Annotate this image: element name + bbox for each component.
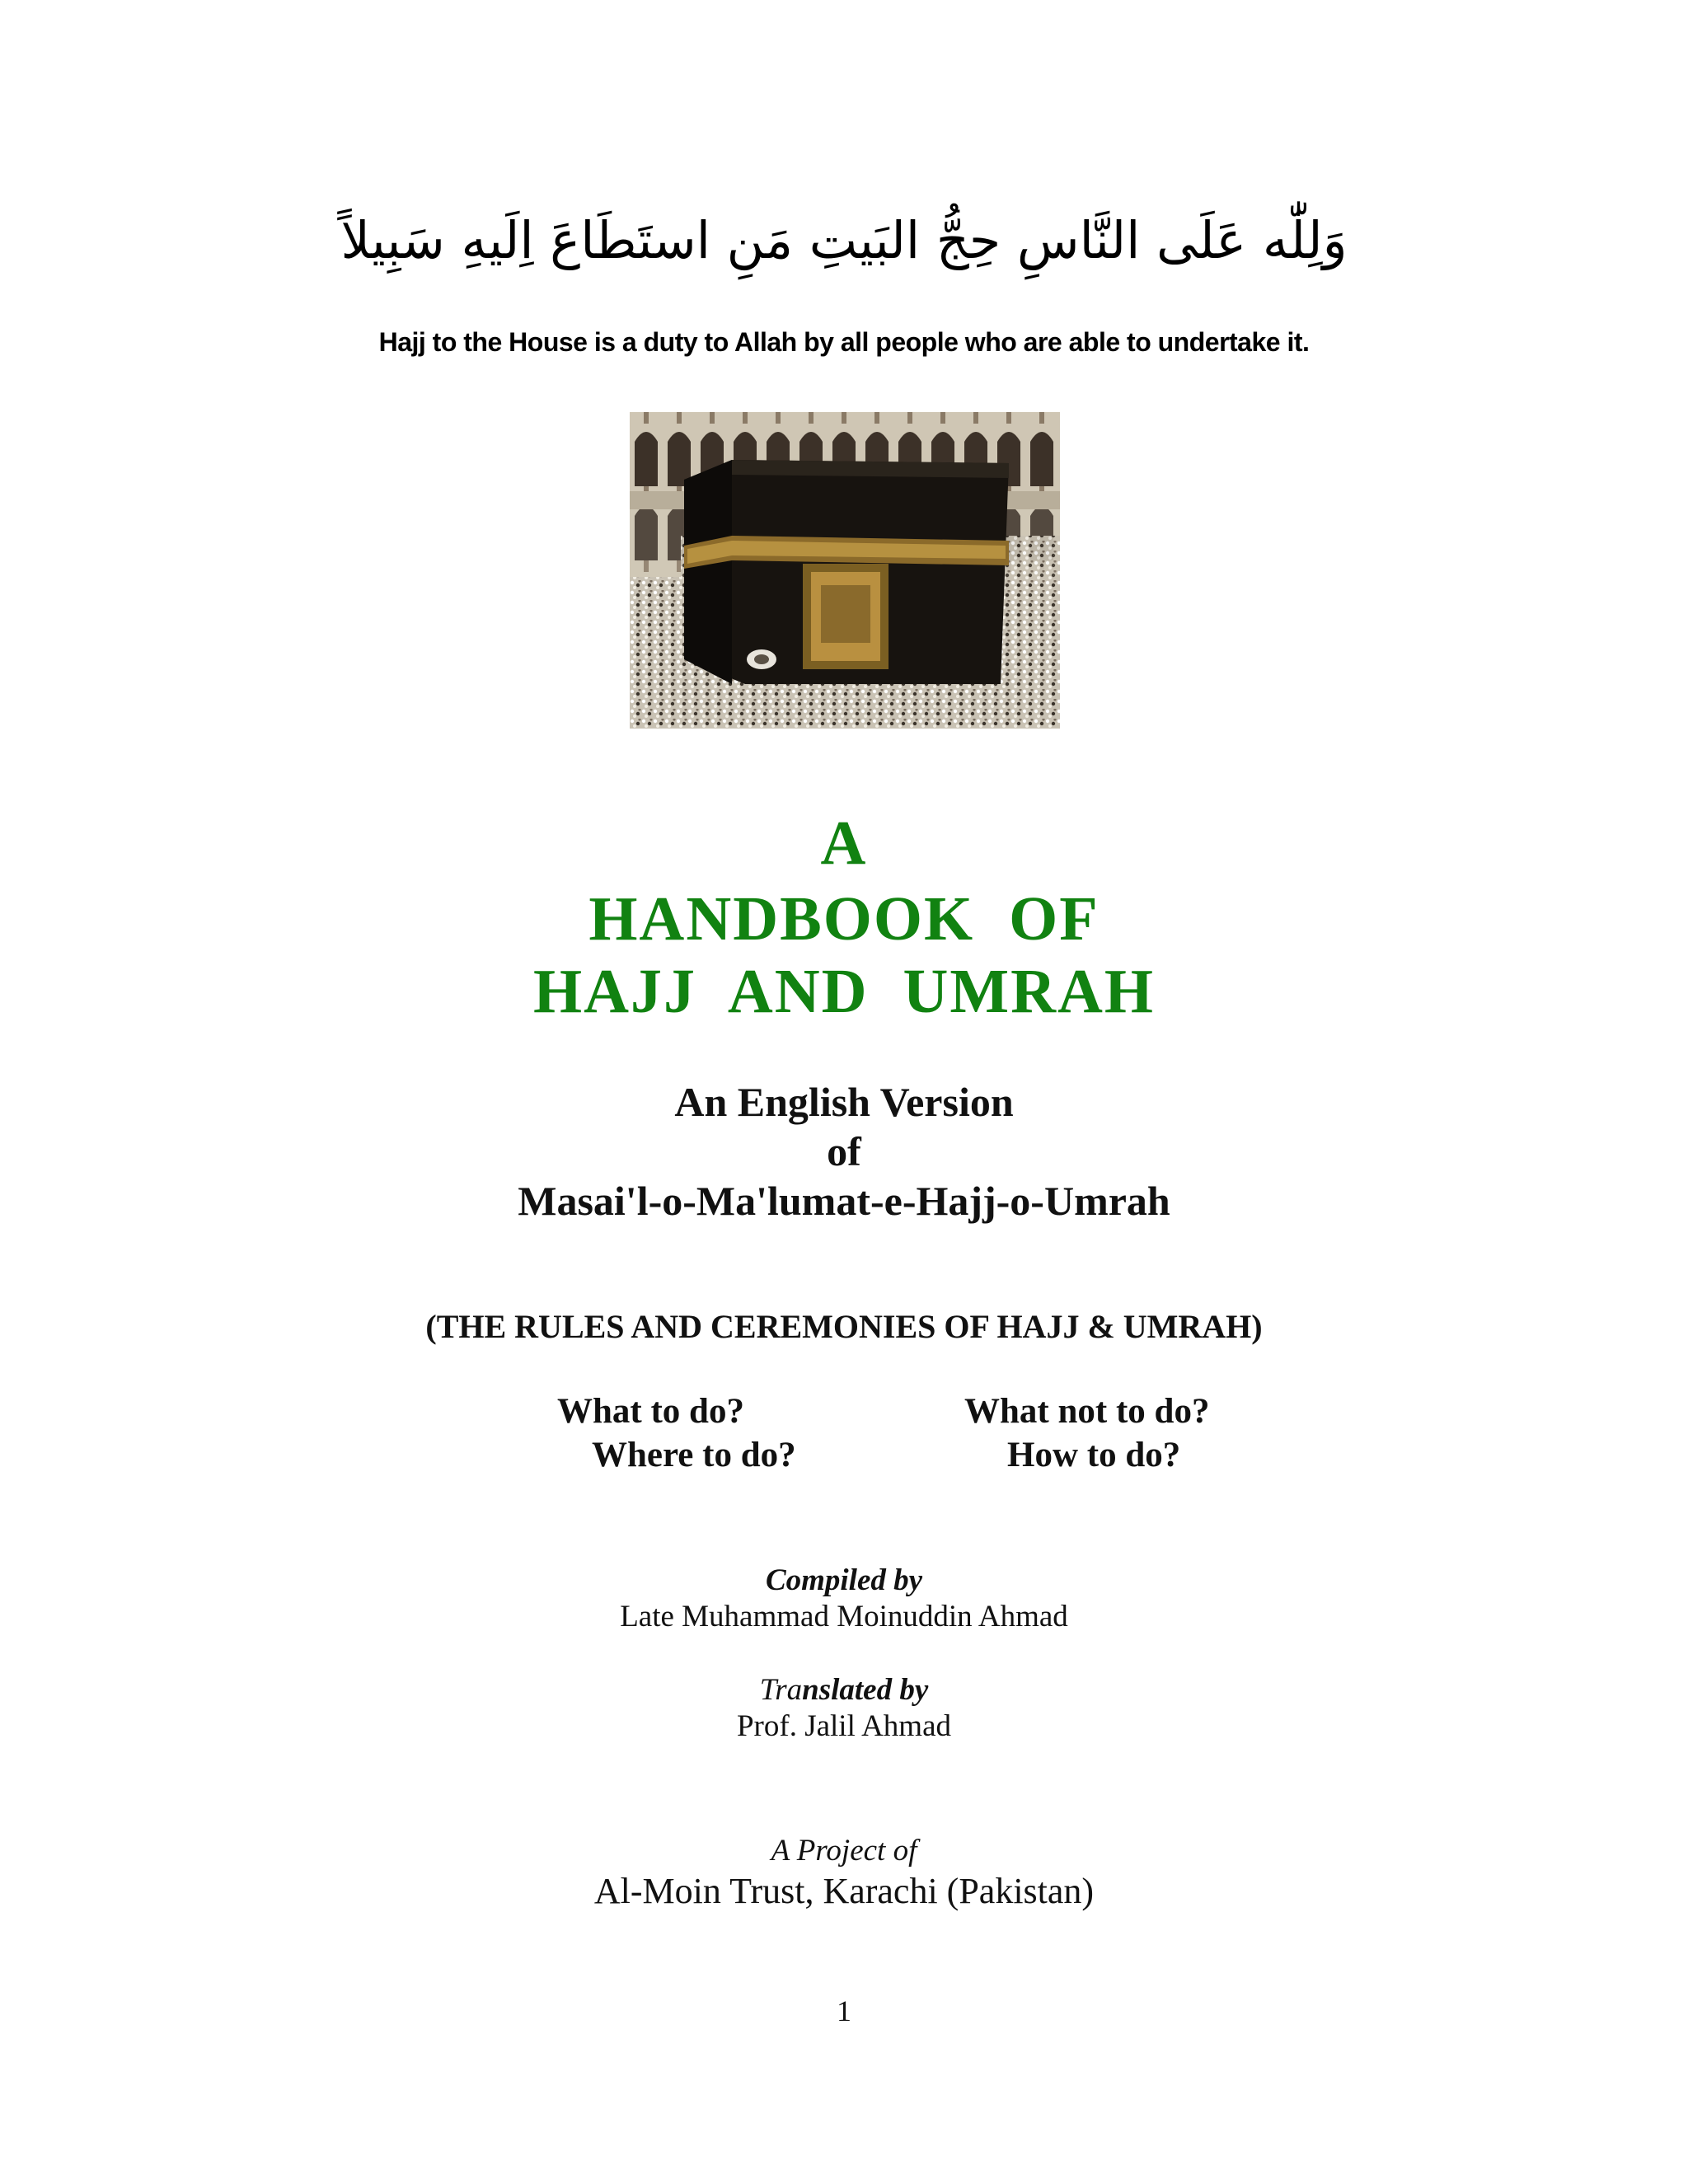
title-line-3: HAJJ AND UMRAH [533, 957, 1155, 1026]
page-number: 1 [837, 1994, 851, 2027]
compiled-by-label: Compiled by [765, 1563, 923, 1597]
translator-name: Prof. Jalil Ahmad [736, 1709, 951, 1743]
subtitle-line-2: of [827, 1128, 861, 1174]
translated-by-label [0, 1675, 1688, 1705]
translated-by-prefix: Tra [759, 1673, 803, 1707]
compiler-name: Late Muhammad Moinuddin Ahmad [620, 1600, 1068, 1633]
question-where-to-do: Where to do? [592, 1436, 796, 1474]
kaaba-photo [630, 412, 1060, 729]
arabic-verse: وَلِلّٰه عَلَى النَّاسِ حِجُّ البَيتِ مَنِ استَطَاعَ اِلَيهِ سَبِيلاً [340, 210, 1348, 270]
question-what-to-do: What to do? [557, 1392, 744, 1431]
title-line-2: HANDBOOK OF [588, 884, 1100, 954]
question-how-to-do: How to do? [1007, 1436, 1181, 1474]
subtitle-line-1: An English Version [674, 1079, 1014, 1125]
question-what-not-to-do: What not to do? [964, 1392, 1210, 1431]
translated-by-rest: nslated by [802, 1673, 929, 1707]
title-line-1: A [820, 808, 868, 878]
subtitle-line-3: Masai'l-o-Ma'lumat-e-Hajj-o-Umrah [518, 1178, 1170, 1224]
rules-heading: (THE RULES AND CEREMONIES OF HAJJ & UMRAH) [425, 1308, 1263, 1345]
kaaba-illustration [630, 412, 1060, 729]
organization-name: Al-Moin Trust, Karachi (Pakistan) [593, 1871, 1095, 1911]
project-label: A Project of [771, 1834, 917, 1868]
verse-translation: Hajj to the House is a duty to Allah by all people who are able to undertake it. [378, 327, 1310, 357]
